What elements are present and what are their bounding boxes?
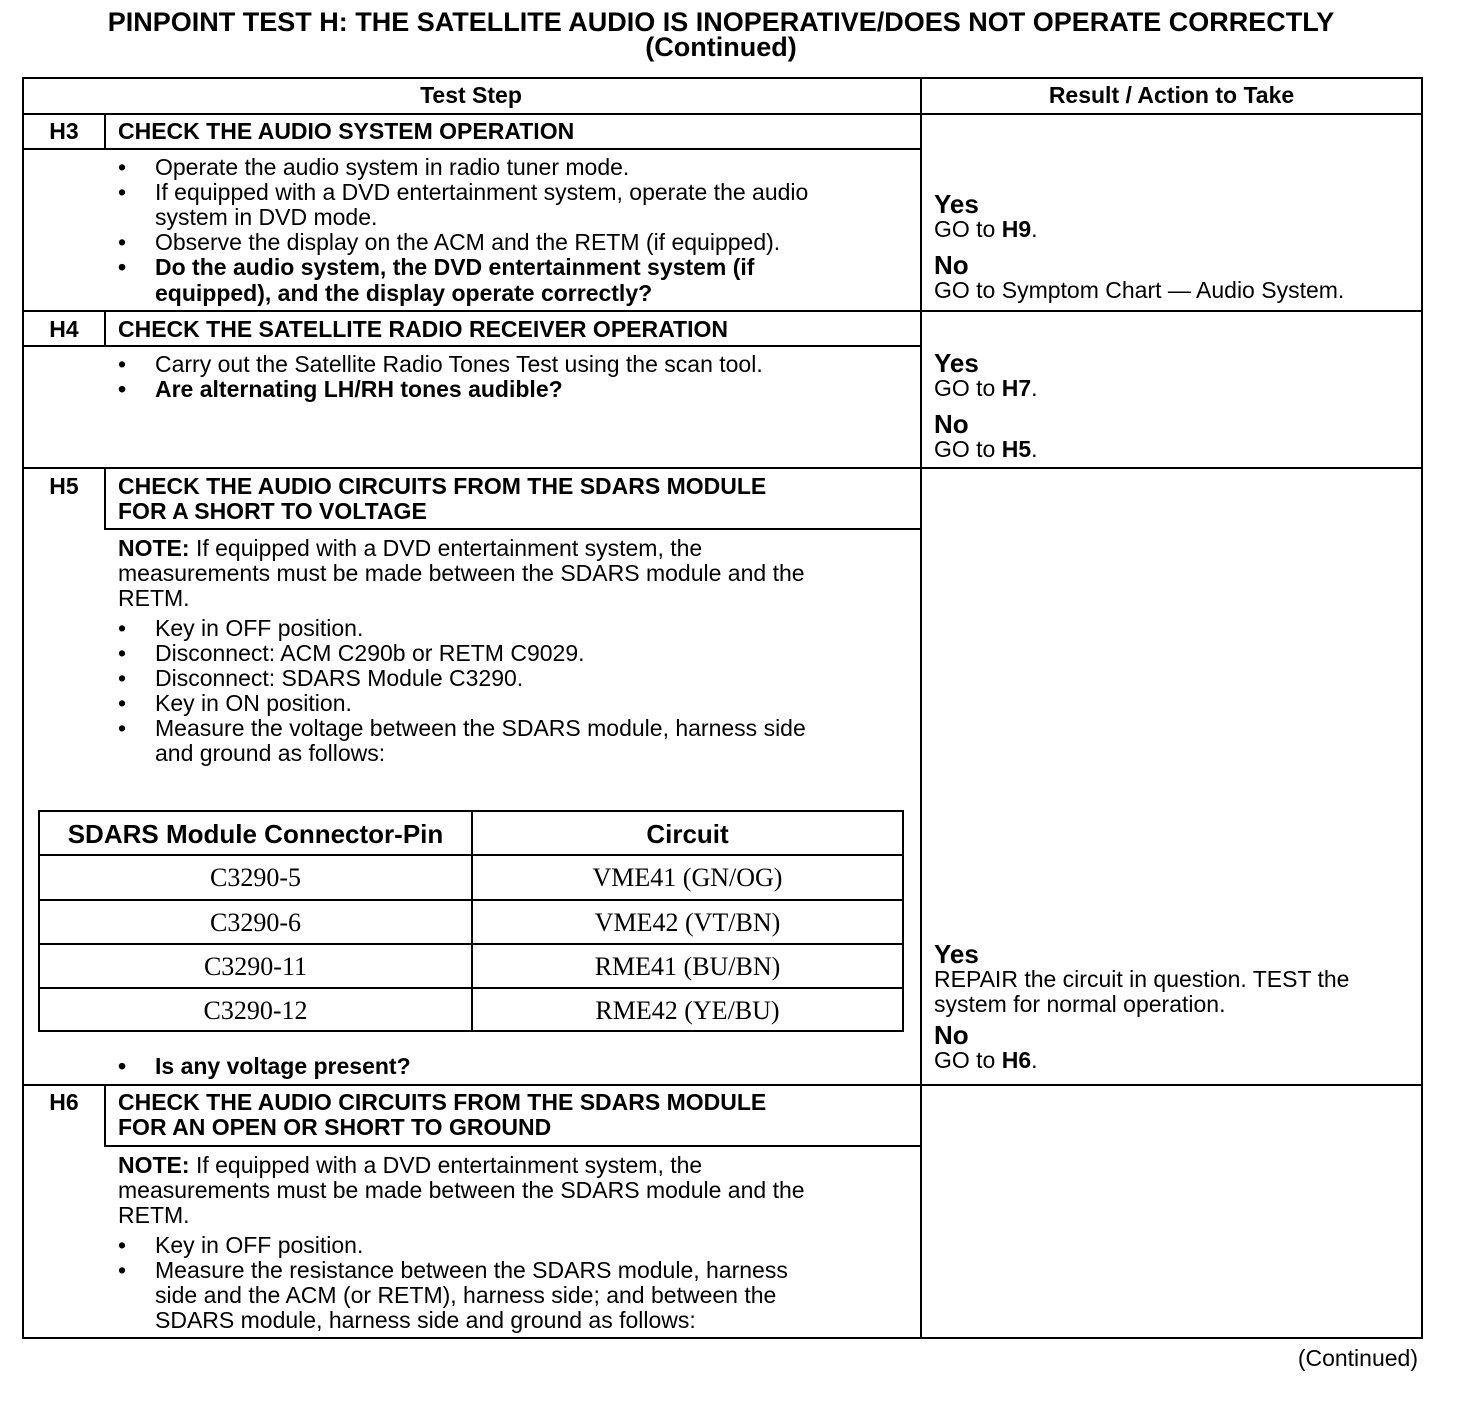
table-cell-pin: C3290-6 xyxy=(210,908,301,937)
note-h6-line-2: measurements must be made between the SDARS module and the xyxy=(118,1177,805,1203)
step-id-h5: H5 xyxy=(49,473,79,499)
no-label: No xyxy=(934,250,969,280)
title-line-2: (Continued) xyxy=(645,32,797,62)
yes-action-line-2: system for normal operation. xyxy=(934,991,1226,1017)
note-h6: NOTE: If equipped with a DVD entertainment system, the xyxy=(118,1152,703,1178)
yes-action-line-1: REPAIR the circuit in question. TEST the xyxy=(934,966,1350,992)
note-h5: NOTE: If equipped with a DVD entertainment system, the xyxy=(118,535,703,561)
note-label: NOTE: xyxy=(118,1152,190,1178)
yes-label: Yes xyxy=(934,189,979,219)
continued-footer: (Continued) xyxy=(1297,1345,1418,1371)
yes-label: Yes xyxy=(934,939,979,969)
table-cell-circuit: VME41 (GN/OG) xyxy=(592,863,783,892)
result-h3: Yes GO to H9. No GO to Symptom Chart — Audio System. xyxy=(934,189,1345,303)
connector-pin-table xyxy=(38,810,904,1032)
step-divider xyxy=(22,1084,1423,1086)
table-cell-pin: C3290-11 xyxy=(203,952,308,981)
step-title-divider xyxy=(22,148,921,150)
yes-label: Yes xyxy=(934,348,979,378)
note-h5-line-3: RETM. xyxy=(118,585,190,611)
no-label: No xyxy=(934,1020,969,1050)
table-cell-circuit: RME42 (YE/BU) xyxy=(595,996,780,1025)
step-link-h6[interactable]: H6 xyxy=(1001,1047,1032,1073)
table-cell-pin: C3290-12 xyxy=(203,996,308,1025)
step-link-h9[interactable]: H9 xyxy=(1001,216,1032,242)
step-title-h6-line-2: FOR AN OPEN OR SHORT TO GROUND xyxy=(118,1114,552,1140)
step-id-h6: H6 xyxy=(49,1089,79,1115)
step-title-divider xyxy=(22,345,921,347)
column-header-test-step: Test Step xyxy=(420,82,522,108)
note-h6-line-3: RETM. xyxy=(118,1202,190,1228)
no-action: GO to xyxy=(934,1047,1002,1073)
step-id-h4: H4 xyxy=(49,316,79,342)
step-title-h5-line-2: FOR A SHORT TO VOLTAGE xyxy=(118,498,427,524)
step-divider xyxy=(22,467,1423,469)
table-cell-pin: C3290-5 xyxy=(210,863,301,892)
step-divider xyxy=(22,310,1423,312)
step-title-divider xyxy=(104,1145,921,1147)
pin-table-header-connector: SDARS Module Connector-Pin xyxy=(67,819,444,849)
pin-table-header-circuit: Circuit xyxy=(646,819,729,849)
step-title-h3: CHECK THE AUDIO SYSTEM OPERATION xyxy=(118,118,575,144)
step-title-h6-line-1: CHECK THE AUDIO CIRCUITS FROM THE SDARS MODULE xyxy=(118,1089,767,1115)
yes-action: GO to xyxy=(934,375,1002,401)
step-title-divider xyxy=(104,528,921,530)
header-divider xyxy=(22,113,1423,115)
yes-action: GO to xyxy=(934,216,1002,242)
column-header-result: Result / Action to Take xyxy=(1048,82,1295,108)
result-h4: Yes GO to H7. No GO to H5. xyxy=(934,348,1038,462)
no-action: GO to Symptom Chart — Audio System. xyxy=(934,277,1345,303)
page-title xyxy=(0,7,1442,62)
step-link-h7[interactable]: H7 xyxy=(1001,375,1032,401)
note-h5-line-2: measurements must be made between the SDARS module and the xyxy=(118,560,805,586)
note-label: NOTE: xyxy=(118,535,190,561)
table-cell-circuit: RME41 (BU/BN) xyxy=(594,952,781,981)
step-title-h5-line-1: CHECK THE AUDIO CIRCUITS FROM THE SDARS MODULE xyxy=(118,473,767,499)
title-line-1: PINPOINT TEST H: THE SATELLITE AUDIO IS INOPERATIVE/DOES NOT OPERATE CORRECTLY xyxy=(107,7,1335,37)
table-cell-circuit: VME42 (VT/BN) xyxy=(594,908,781,937)
step-id-h3: H3 xyxy=(49,118,79,144)
step-title-h4: CHECK THE SATELLITE RADIO RECEIVER OPERATION xyxy=(118,316,728,342)
column-divider xyxy=(920,77,922,1339)
step-link-h5[interactable]: H5 xyxy=(1001,436,1032,462)
no-label: No xyxy=(934,409,969,439)
result-h5: Yes REPAIR the circuit in question. TEST the system for normal operation. No GO to H6. xyxy=(934,939,1350,1073)
no-action: GO to xyxy=(934,436,1002,462)
